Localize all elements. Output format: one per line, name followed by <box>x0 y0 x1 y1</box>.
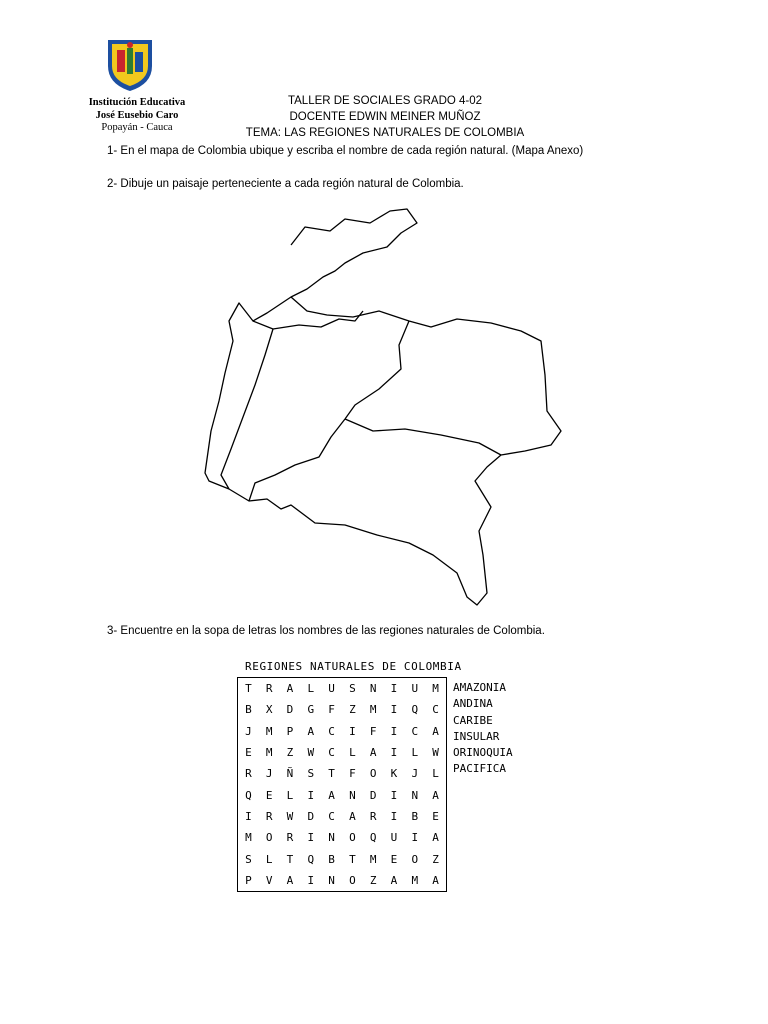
wordsearch-letter: I <box>390 703 398 717</box>
wordsearch-row <box>238 806 446 827</box>
wordsearch-letter: S <box>307 767 315 781</box>
wordsearch-letter: D <box>307 809 315 823</box>
wordsearch-letter: J <box>265 767 273 781</box>
wordsearch-letter: Q <box>307 852 315 866</box>
wordsearch-letter: J <box>245 724 252 738</box>
wordsearch-letter: R <box>286 831 294 845</box>
wordsearch-letter: Z <box>432 852 439 866</box>
wordsearch-letter: C <box>432 703 439 717</box>
wordsearch-letter: C <box>328 724 335 738</box>
wordsearch-letter: E <box>265 788 273 802</box>
wordsearch-letter: W <box>432 746 439 760</box>
wordsearch-letter: O <box>411 852 419 866</box>
wordsearch-letter: O <box>349 873 356 887</box>
wordsearch-row <box>238 721 446 742</box>
wordsearch-letter: Z <box>369 873 377 887</box>
wordsearch-row <box>238 870 446 891</box>
wordsearch-letter: Q <box>245 788 252 802</box>
question-2: 2- Dibuje un paisaje perteneciente a cada región natural de Colombia. <box>107 178 464 190</box>
wordsearch-letter: A <box>307 724 315 738</box>
wordsearch-row <box>238 763 446 784</box>
wordsearch-letter: T <box>245 682 252 696</box>
wordsearch-letter: L <box>349 746 356 760</box>
wordsearch-row <box>238 742 446 763</box>
wordsearch-letter: F <box>349 767 356 781</box>
wordsearch-letter: M <box>245 831 252 845</box>
wordsearch-letter: A <box>432 788 439 802</box>
wordsearch-letter: I <box>390 746 398 760</box>
wordsearch-letter: X <box>265 703 273 717</box>
wordsearch-row <box>238 678 446 699</box>
wordsearch-letter: R <box>265 809 273 823</box>
wordsearch-letter: W <box>307 746 315 760</box>
wordsearch-letter: A <box>369 746 377 760</box>
wordsearch-letter: R <box>265 682 273 696</box>
wordsearch-letter: N <box>328 831 335 845</box>
wordsearch-letter: U <box>411 682 419 696</box>
wordsearch-letter: A <box>390 873 398 887</box>
wordsearch-letter: I <box>390 724 398 738</box>
wordsearch-letter: Z <box>349 703 356 717</box>
wordsearch-word: PACIFICA <box>453 762 506 776</box>
institution-school: José Eusebio Caro <box>95 109 179 121</box>
header-title: TALLER DE SOCIALES GRADO 4-02 <box>287 95 483 107</box>
wordsearch-word: ANDINA <box>453 697 493 711</box>
wordsearch-letter: N <box>411 788 419 802</box>
wordsearch-letter: F <box>328 703 335 717</box>
wordsearch-letter: L <box>265 852 273 866</box>
wordsearch-letter: U <box>390 831 398 845</box>
wordsearch-word: ORINOQUIA <box>453 746 513 760</box>
wordsearch-letter: T <box>349 852 356 866</box>
wordsearch-letter: U <box>328 682 335 696</box>
wordsearch-letter: I <box>390 682 398 696</box>
wordsearch-letter: M <box>265 746 273 760</box>
wordsearch-letter: A <box>286 682 294 696</box>
wordsearch-letter: I <box>307 788 315 802</box>
wordsearch-word-list <box>453 680 513 778</box>
wordsearch-letter: L <box>411 746 419 760</box>
wordsearch-letter: M <box>411 873 419 887</box>
wordsearch-letter: K <box>390 767 398 781</box>
wordsearch-letter: J <box>411 767 419 781</box>
wordsearch-letter: S <box>245 852 252 866</box>
wordsearch-letter: O <box>349 831 356 845</box>
wordsearch-letter: A <box>286 873 294 887</box>
wordsearch-letter: D <box>286 703 294 717</box>
wordsearch-letter: W <box>286 809 294 823</box>
school-crest-logo <box>106 36 154 92</box>
wordsearch-letter: A <box>432 724 439 738</box>
wordsearch-letter: T <box>328 767 335 781</box>
question-1: 1- En el mapa de Colombia ubique y escriba el nombre de cada región natural. (Mapa Anexo) <box>107 145 584 157</box>
question-3: 3- Encuentre en la sopa de letras los nombres de las regiones naturales de Colombia. <box>107 625 545 637</box>
wordsearch-letter: A <box>328 788 335 802</box>
wordsearch-letter: C <box>328 809 335 823</box>
wordsearch-letter: M <box>432 682 439 696</box>
wordsearch-letter: P <box>245 873 252 887</box>
wordsearch-row <box>238 827 446 848</box>
wordsearch-letter: I <box>245 809 252 823</box>
wordsearch-letter: I <box>307 873 315 887</box>
wordsearch-letter: D <box>369 788 377 802</box>
wordsearch-letter: C <box>328 746 335 760</box>
wordsearch-letter: M <box>369 852 377 866</box>
wordsearch-letter: C <box>411 724 419 738</box>
colombia-regions-map <box>195 205 585 610</box>
wordsearch-letter: I <box>349 724 356 738</box>
wordsearch-word: INSULAR <box>453 729 500 743</box>
wordsearch-letter: B <box>411 809 419 823</box>
wordsearch-letter: Q <box>411 703 419 717</box>
wordsearch-letter: P <box>286 724 294 738</box>
header-teacher: DOCENTE EDWIN MEINER MUÑOZ <box>289 111 481 123</box>
wordsearch-letter: R <box>369 809 377 823</box>
wordsearch-letter: L <box>432 767 439 781</box>
wordsearch-letter: O <box>265 831 273 845</box>
wordsearch-letter: R <box>245 767 252 781</box>
wordsearch-grid <box>237 677 447 892</box>
wordsearch-letter: A <box>349 809 356 823</box>
worksheet-header <box>200 93 570 141</box>
wordsearch-letter: M <box>265 724 273 738</box>
wordsearch-letter: O <box>369 767 377 781</box>
wordsearch-letter: N <box>349 788 356 802</box>
wordsearch-word: CARIBE <box>453 713 493 727</box>
wordsearch-letter: F <box>369 724 377 738</box>
wordsearch-letter: A <box>432 831 439 845</box>
wordsearch-letter: T <box>286 852 294 866</box>
institution-block <box>76 97 198 135</box>
wordsearch-letter: V <box>265 873 273 887</box>
wordsearch-title: REGIONES NATURALES DE COLOMBIA <box>245 660 462 673</box>
wordsearch-letter: L <box>307 682 315 696</box>
wordsearch-letter: Ñ <box>286 767 294 781</box>
wordsearch-letter: A <box>432 873 439 887</box>
wordsearch-letter: E <box>432 809 439 823</box>
wordsearch-letter: B <box>245 703 252 717</box>
wordsearch-letter: E <box>245 746 252 760</box>
wordsearch-row <box>238 848 446 869</box>
wordsearch-letter: M <box>369 703 377 717</box>
institution-city: Popayán - Cauca <box>101 122 173 133</box>
wordsearch-letter: I <box>390 809 398 823</box>
wordsearch-letter: Z <box>286 746 294 760</box>
wordsearch-word: AMAZONIA <box>453 681 506 694</box>
header-topic: TEMA: LAS REGIONES NATURALES DE COLOMBIA <box>245 127 525 139</box>
wordsearch-row <box>238 784 446 805</box>
wordsearch-letter: I <box>411 831 419 845</box>
wordsearch-letter: B <box>328 852 335 866</box>
wordsearch-letter: Q <box>369 831 377 845</box>
wordsearch-letter: E <box>390 852 398 866</box>
wordsearch-letter: N <box>369 682 377 696</box>
wordsearch-letter: L <box>286 788 294 802</box>
wordsearch-letter: N <box>328 873 335 887</box>
wordsearch-letter: G <box>307 703 315 717</box>
wordsearch-letter: S <box>349 682 356 696</box>
institution-name: Institución Educativa <box>88 97 186 108</box>
wordsearch-row <box>238 699 446 720</box>
wordsearch-letter: I <box>307 831 315 845</box>
wordsearch-letter: I <box>390 788 398 802</box>
